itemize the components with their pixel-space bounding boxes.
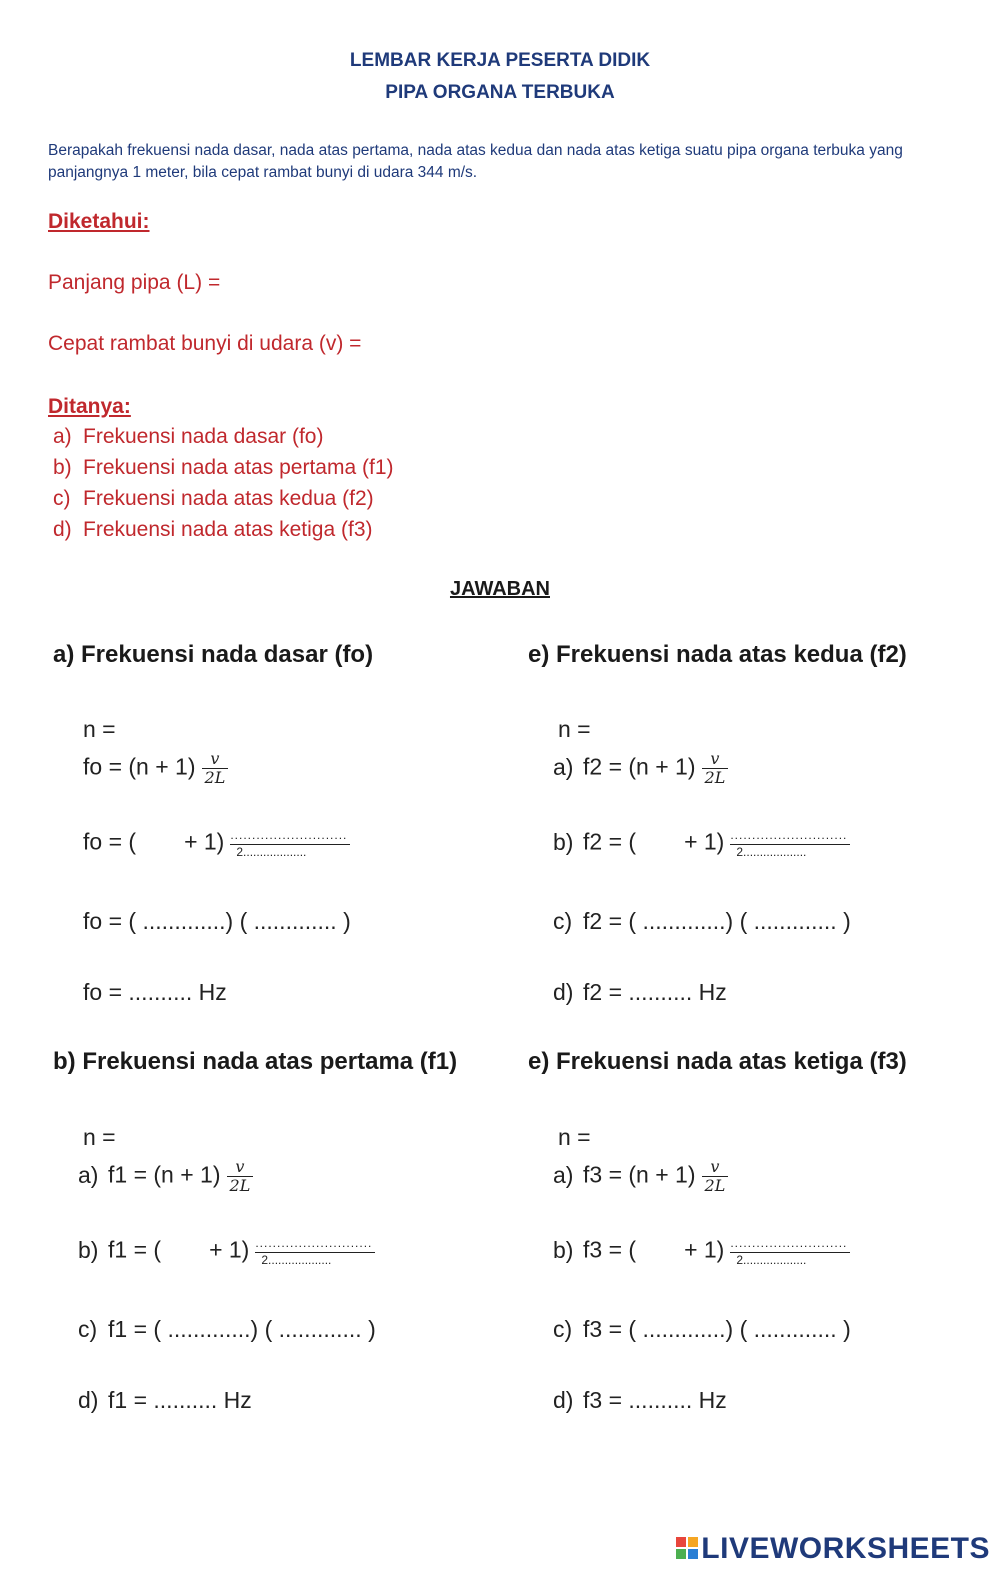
f2-n-label: n =: [558, 716, 591, 742]
fo-substitution: [83, 828, 350, 859]
asked-item-text: Frekuensi nada atas kedua (f2): [83, 487, 374, 510]
asked-heading: Ditanya:: [48, 395, 131, 418]
f1-formula-letter: a): [78, 1161, 99, 1188]
f2-subst-prefix: f2 = (: [583, 828, 637, 855]
f1-formula-prefix: f1 = (n + 1): [108, 1161, 221, 1188]
f2-multiplication[interactable]: c) f2 = ( .............) ( ............. ): [553, 908, 851, 934]
blank-denominator[interactable]: 2...................: [236, 845, 307, 859]
blank-numerator[interactable]: ...........................: [230, 828, 350, 845]
f3-result[interactable]: d) f3 = .......... Hz: [553, 1387, 727, 1413]
asked-item: [53, 456, 394, 487]
asked-item-text: Frekuensi nada atas pertama (f1): [83, 456, 394, 479]
f1-substitution: [78, 1236, 375, 1267]
section-f2-heading: e) Frekuensi nada atas kedua (f2): [528, 641, 907, 668]
speed-label: Cepat rambat bunyi di udara (v) =: [48, 332, 362, 355]
v-over-2L-fraction: [702, 1158, 729, 1195]
title-line-1: LEMBAR KERJA PESERTA DIDIK: [349, 50, 651, 71]
blank-numerator[interactable]: ...........................: [255, 1236, 375, 1253]
fraction-denominator: 2L: [704, 1176, 726, 1195]
length-label: Panjang pipa (L) =: [48, 271, 221, 294]
blank-fraction[interactable]: [730, 828, 850, 859]
f3-substitution: [553, 1236, 850, 1267]
f3-subst-prefix: f3 = (: [583, 1236, 637, 1263]
fraction-numerator: v: [702, 750, 729, 769]
asked-item-text: Frekuensi nada atas ketiga (f3): [83, 518, 373, 541]
fo-result[interactable]: fo = .......... Hz: [83, 979, 227, 1005]
blank-fraction[interactable]: [230, 828, 350, 859]
fo-multiplication[interactable]: fo = ( .............) ( ............. ): [83, 908, 351, 934]
section-f1-heading: b) Frekuensi nada atas pertama (f1): [53, 1048, 458, 1075]
f3-n-label: n =: [558, 1124, 591, 1150]
v-over-2L-fraction: [227, 1158, 254, 1195]
f2-result[interactable]: d) f2 = .......... Hz: [553, 979, 727, 1005]
f2-formula: [553, 750, 728, 787]
f3-subst-letter: b): [553, 1236, 574, 1263]
f1-n-label: n =: [83, 1124, 116, 1150]
blank-denominator[interactable]: 2...................: [736, 845, 807, 859]
section-fo-heading: a) Frekuensi nada dasar (fo): [53, 641, 374, 668]
fo-subst-mid: + 1): [184, 828, 225, 855]
asked-item: [53, 518, 394, 549]
v-over-2L-fraction: [702, 750, 729, 787]
f2-formula-prefix: f2 = (n + 1): [583, 753, 696, 780]
asked-item-letter: d): [53, 518, 72, 541]
asked-item-letter: b): [53, 456, 72, 479]
title-line-2: PIPA ORGANA TERBUKA: [385, 82, 615, 103]
v-over-2L-fraction: [202, 750, 229, 787]
f1-subst-mid: + 1): [209, 1236, 250, 1263]
asked-item-letter: a): [53, 425, 72, 448]
answer-heading: JAWABAN: [449, 578, 550, 600]
liveworksheets-logo[interactable]: [676, 1532, 990, 1566]
logo-blocks-icon: [676, 1537, 698, 1559]
f2-substitution: [553, 828, 850, 859]
f2-subst-mid: + 1): [684, 828, 725, 855]
asked-item-letter: c): [53, 487, 71, 510]
blank-denominator[interactable]: 2...................: [736, 1253, 807, 1267]
f1-subst-prefix: f1 = (: [108, 1236, 162, 1263]
fraction-denominator: 2L: [204, 768, 226, 787]
f3-formula: [553, 1158, 728, 1195]
f3-multiplication[interactable]: c) f3 = ( .............) ( ............. ): [553, 1316, 851, 1342]
fraction-denominator: 2L: [704, 768, 726, 787]
section-f3-heading: e) Frekuensi nada atas ketiga (f3): [528, 1048, 907, 1075]
f1-subst-letter: b): [78, 1236, 99, 1263]
blank-numerator[interactable]: ...........................: [730, 1236, 850, 1253]
asked-item-text: Frekuensi nada dasar (fo): [83, 425, 324, 448]
f1-formula: [78, 1158, 253, 1195]
fo-formula-prefix: fo = (n + 1): [83, 753, 196, 780]
blank-fraction[interactable]: [730, 1236, 850, 1267]
known-heading: Diketahui:: [48, 210, 150, 233]
asked-item: [53, 425, 394, 456]
blank-denominator[interactable]: 2...................: [261, 1253, 332, 1267]
asked-item: [53, 487, 394, 518]
blank-numerator[interactable]: ...........................: [730, 828, 850, 845]
f2-subst-letter: b): [553, 828, 574, 855]
f3-formula-letter: a): [553, 1161, 574, 1188]
fraction-numerator: v: [202, 750, 229, 769]
fo-formula: [83, 750, 228, 787]
blank-fraction[interactable]: [255, 1236, 375, 1267]
fraction-numerator: v: [702, 1158, 729, 1177]
fo-n-label: n =: [83, 716, 116, 742]
f2-formula-letter: a): [553, 753, 574, 780]
f3-formula-prefix: f3 = (n + 1): [583, 1161, 696, 1188]
fraction-denominator: 2L: [229, 1176, 251, 1195]
asked-list: [53, 425, 394, 549]
logo-text: LIVEWORKSHEETS: [701, 1532, 990, 1565]
f3-subst-mid: + 1): [684, 1236, 725, 1263]
f1-result[interactable]: d) f1 = .......... Hz: [78, 1387, 252, 1413]
f1-multiplication[interactable]: c) f1 = ( .............) ( ............. ): [78, 1316, 376, 1342]
fo-subst-prefix: fo = (: [83, 828, 137, 855]
problem-statement: Berapakah frekuensi nada dasar, nada atas pertama, nada atas kedua dan nada atas ketiga suatu pipa organa terbuka yang panjangnya 1 meter, bila cepat rambat bunyi di udara 344 m/s.: [48, 142, 903, 181]
fraction-numerator: v: [227, 1158, 254, 1177]
